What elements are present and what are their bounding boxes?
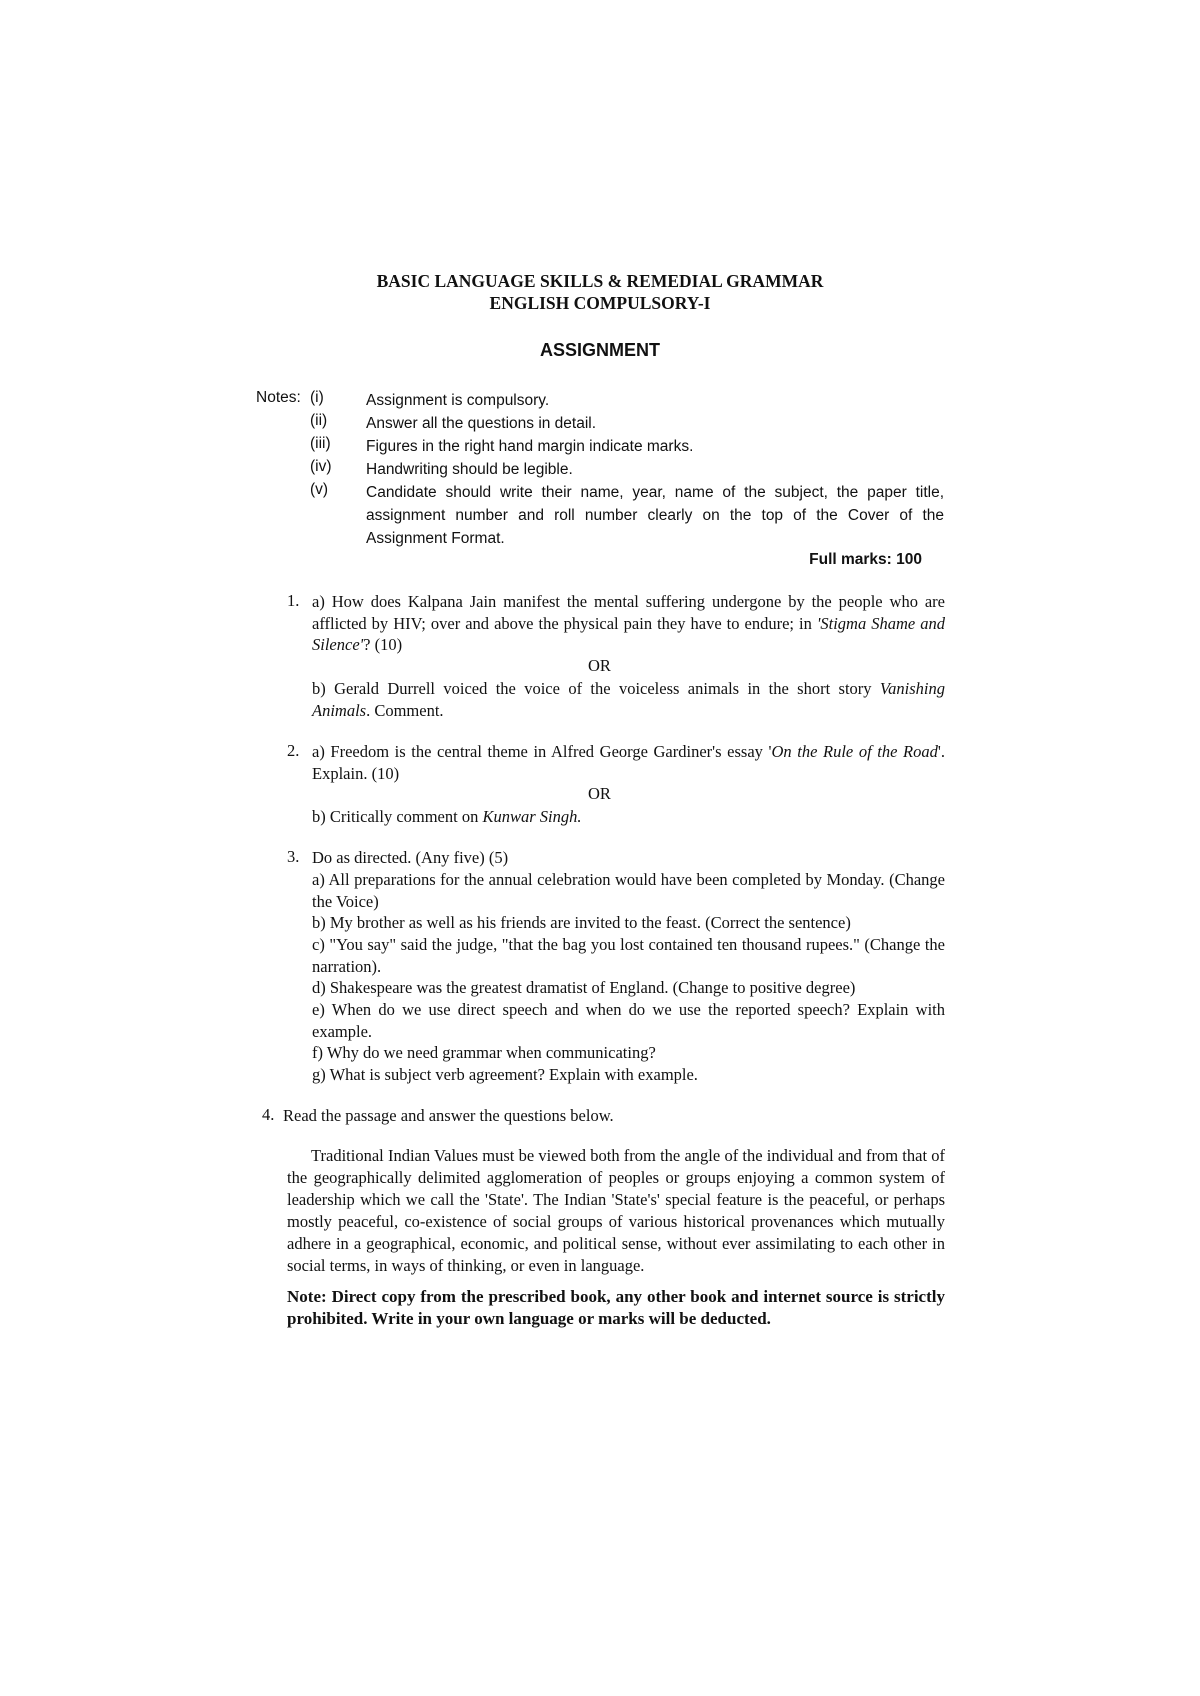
question-2a	[312, 741, 945, 784]
or-separator: OR	[588, 656, 611, 675]
question-1a	[312, 591, 945, 656]
question-text: a) Freedom is the central theme in Alfred George Gardiner's essay '	[312, 742, 772, 761]
question-3-item: a) All preparations for the annual celebration would have been completed by Monday. (Change the Voice)	[312, 870, 945, 911]
full-marks: Full marks: 100	[809, 551, 922, 568]
reading-passage: Traditional Indian Values must be viewed both from the angle of the individual and from that of the geographically delimited agglomeration of peoples or groups enjoying a common system of leadership which we call the 'State'. The Indian 'State's' special feature is the peaceful, or perhaps mostly peaceful, co-existence of social groups of various historical provenances which mutually adhere in a geographical, economic, and political sense, without ever assimilating to each other in social terms, in ways of thinking, or even in language.	[287, 1146, 945, 1275]
note-text: Assignment is compulsory.	[366, 392, 550, 409]
note-number: (iv)	[310, 458, 332, 475]
question-text: . Comment.	[366, 700, 444, 720]
note-number: (ii)	[310, 412, 328, 429]
question-1b	[312, 678, 945, 721]
or-separator: OR	[588, 784, 611, 803]
question-3-item: e) When do we use direct speech and when do we use the reported speech? Explain with example.	[312, 1000, 945, 1041]
note-number: (v)	[310, 481, 329, 498]
title-line-1: BASIC LANGUAGE SKILLS & REMEDIAL GRAMMAR	[376, 271, 824, 291]
note-text: Figures in the right hand margin indicate marks.	[366, 438, 694, 455]
final-note: Note: Direct copy from the prescribed book, any other book and internet source is strictly prohibited. Write in your own language or marks will be deducted.	[287, 1287, 945, 1328]
question-text: '. Explain. (10)	[312, 742, 945, 783]
question-2b	[312, 806, 945, 828]
question-3-item: g) What is subject verb agreement? Explain with example.	[312, 1065, 698, 1084]
question-italic-title: On the Rule of the Road	[771, 742, 938, 761]
question-number: 1.	[287, 591, 300, 610]
note-number: (iii)	[310, 435, 331, 452]
note-text: Handwriting should be legible.	[366, 461, 573, 478]
assignment-heading: ASSIGNMENT	[539, 340, 660, 360]
question-number: 2.	[287, 741, 300, 760]
question-3-item: d) Shakespeare was the greatest dramatist of England. (Change to positive degree)	[312, 978, 856, 997]
question-text: b) Critically comment on	[312, 807, 483, 826]
question-text: a) How does Kalpana Jain manifest the mental suffering undergone by the people who are afflicted by HIV; over and above the physical pain they have to endure; in	[312, 592, 945, 633]
question-3-item: b) My brother as well as his friends are invited to the feast. (Correct the sentence)	[312, 913, 851, 932]
question-3-item: f) Why do we need grammar when communicating?	[312, 1043, 656, 1062]
question-italic-title: 'Stigma Shame and Silence'	[312, 613, 945, 654]
note-text: Answer all the questions in detail.	[366, 415, 597, 432]
question-italic-title: Vanishing Animals	[312, 679, 945, 720]
note-text: Candidate should write their name, year, name of the subject, the paper title, assignment number and roll number clearly on the top of the Cover of the Assignment Format.	[366, 484, 944, 547]
question-3-item: c) "You say" said the judge, "that the bag you lost contained ten thousand rupees." (Change the narration).	[312, 935, 945, 976]
question-number: 3.	[287, 847, 300, 866]
question-number: 4.	[262, 1105, 275, 1124]
question-italic-title: Kunwar Singh.	[482, 807, 582, 826]
note-number: (i)	[310, 389, 324, 406]
notes-label: Notes:	[256, 389, 301, 406]
question-text: ? (10)	[363, 635, 403, 654]
question-text: b) Gerald Durrell voiced the voice of the voiceless animals in the short story	[312, 679, 880, 698]
question-3-heading: Do as directed. (Any five) (5)	[312, 848, 509, 867]
title-line-2: ENGLISH COMPULSORY-I	[489, 293, 711, 313]
question-4-heading: Read the passage and answer the questions below.	[283, 1106, 614, 1125]
